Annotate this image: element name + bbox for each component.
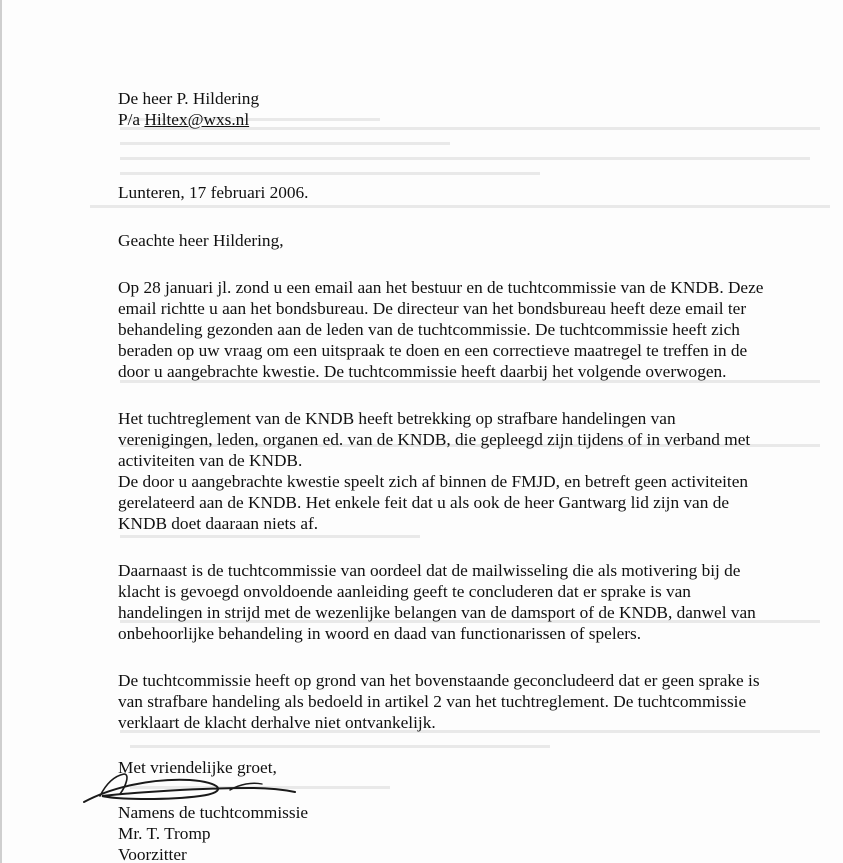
place-date: Lunteren, 17 februari 2006. <box>118 183 309 202</box>
email-prefix: P/a <box>118 110 145 129</box>
text-line: verklaart de klacht derhalve niet ontvankelijk. <box>118 713 436 732</box>
text-line: email richtte u aan het bondsbureau. De directeur van het bondsbureau heeft deze email ter <box>118 299 747 318</box>
text-line: gerelateerd aan de KNDB. Het enkele feit dat u als ook de heer Gantwarg lid zijn van de <box>118 493 730 512</box>
text-line: Daarnaast is de tuchtcommissie van oordeel dat de mailwisseling die als motivering bij de <box>118 561 741 580</box>
email-link[interactable]: Hiltex@wxs.nl <box>144 110 250 129</box>
text-line: van strafbare handeling als bedoeld in artikel 2 van het tuchtreglement. De tuchtcommissie <box>118 692 747 711</box>
text-line: klacht is gevoegd onvoldoende aanleiding geeft te concluderen dat er sprake is van <box>118 582 691 601</box>
text-line: Het tuchtreglement van de KNDB heeft betrekking op strafbare handelingen van <box>118 409 676 428</box>
text-line: beraden op uw vraag om een uitspraak te doen en een correctieve maatregel te treffen in de <box>118 341 748 360</box>
text-line: KNDB doet daaraan niets af. <box>118 514 319 533</box>
paragraph-4 <box>118 670 843 733</box>
text-line: Op 28 januari jl. zond u een email aan het bestuur en de tuchtcommissie van de KNDB. Deze <box>118 278 764 297</box>
signatory-role: Voorzitter <box>118 845 187 863</box>
text-line: De door u aangebrachte kwestie speelt zich af binnen de FMJD, en betreft geen activiteiten <box>118 472 749 491</box>
addressee-email-line <box>118 109 843 130</box>
paragraph-3 <box>118 560 843 644</box>
text-line: door u aangebrachte kwestie. De tuchtcommissie heeft daarbij het volgende overwogen. <box>118 362 727 381</box>
text-line: activiteiten van de KNDB. <box>118 451 303 470</box>
page-edge <box>0 0 2 863</box>
text-line: De tuchtcommissie heeft op grond van het bovenstaande geconcludeerd dat er geen sprake is <box>118 671 760 690</box>
on-behalf-line: Namens de tuchtcommissie <box>118 803 309 822</box>
handwritten-signature <box>80 766 300 812</box>
letter-body <box>118 88 843 863</box>
paragraph-2 <box>118 408 843 534</box>
closing: Met vriendelijke groet, <box>118 758 277 777</box>
text-line: handelingen in strijd met de wezenlijke belangen van de damsport of de KNDB, danwel van <box>118 603 756 622</box>
salutation: Geachte heer Hildering, <box>118 231 284 250</box>
text-line: verenigingen, leden, organen ed. van de KNDB, die gepleegd zijn tijdens of in verband met <box>118 430 751 449</box>
signatory-name: Mr. T. Tromp <box>118 824 211 843</box>
text-line: behandeling gezonden aan de leden van de tuchtcommissie. De tuchtcommissie heeft zich <box>118 320 740 339</box>
paragraph-1 <box>118 277 843 382</box>
addressee-name: De heer P. Hildering <box>118 89 260 108</box>
text-line: onbehoorlijke behandeling in woord en daad van functionarissen of spelers. <box>118 624 642 643</box>
